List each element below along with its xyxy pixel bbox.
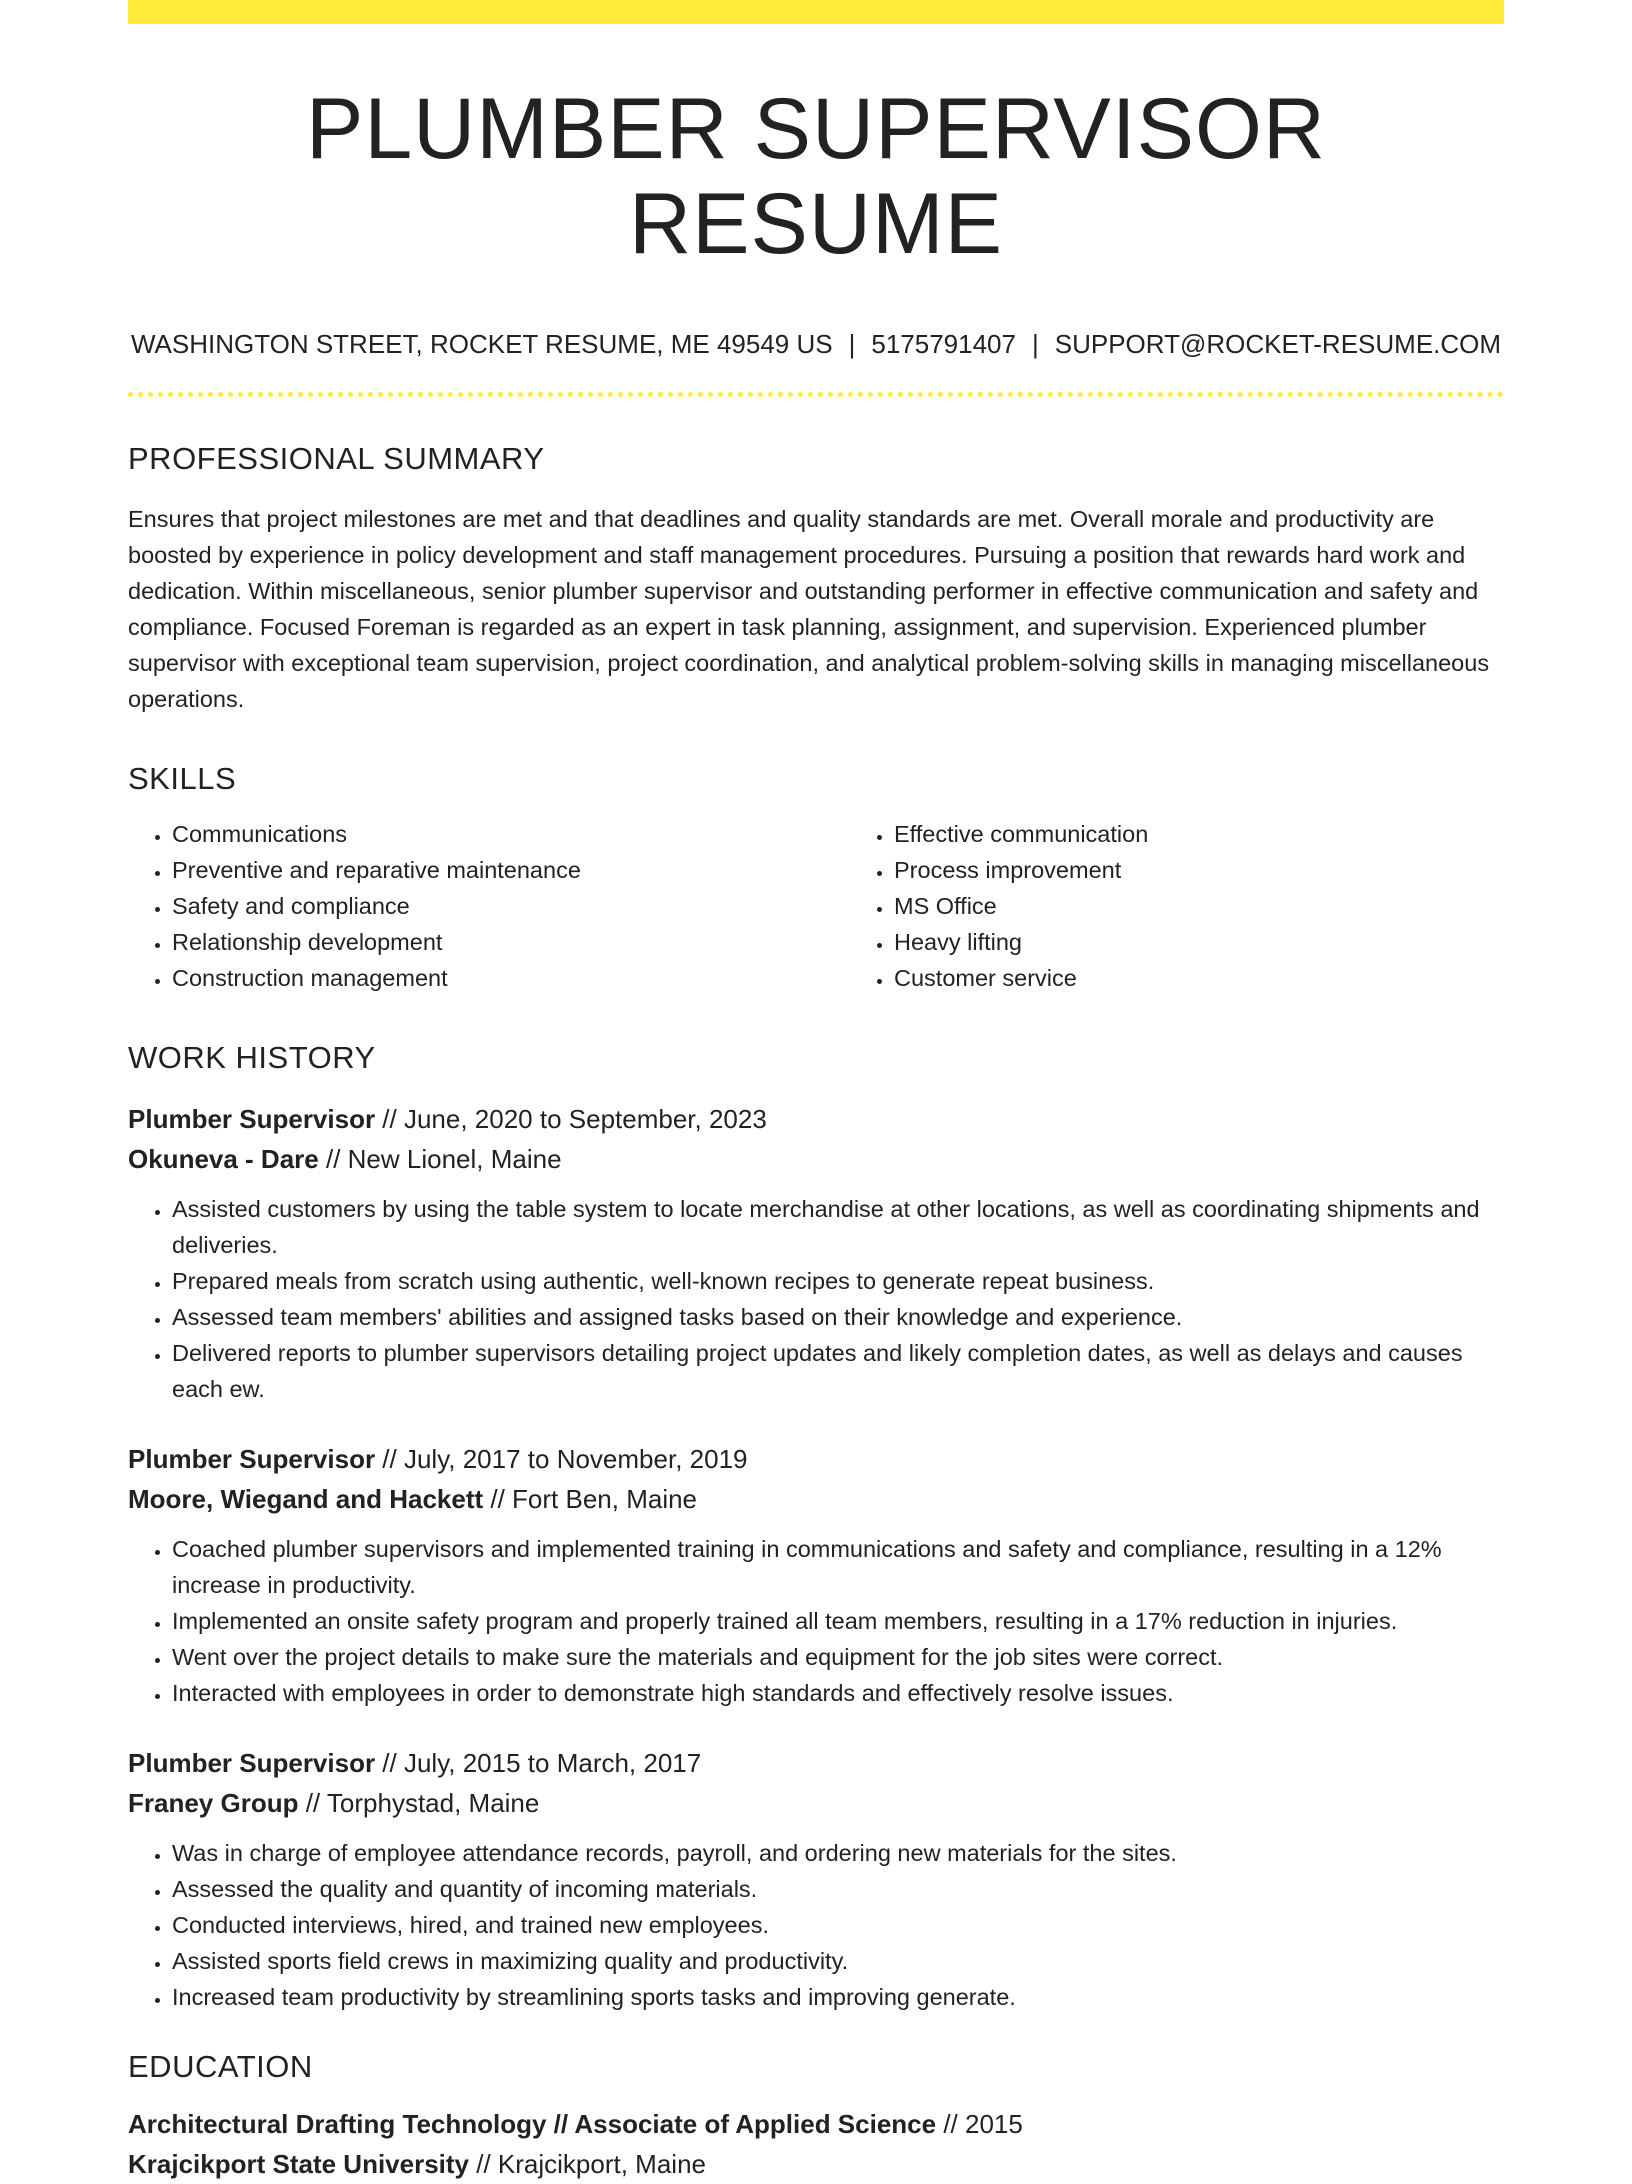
job-bullet: • Went over the project details to make sure the materials and equipment for the job sites were correct.	[172, 1639, 1504, 1675]
job-bullet: • Implemented an onsite safety program and properly trained all team members, resulting in a 17% reduction in injuries.	[172, 1603, 1504, 1639]
job-bullet: • Assisted sports field crews in maximizing quality and productivity.	[172, 1943, 1504, 1979]
job-bullet: • Assisted customers by using the table system to locate merchandise at other locations, as well as coordinating shipments and deliveries.	[172, 1191, 1504, 1263]
contact-separator: |	[848, 329, 856, 360]
job-location: // Torphystad, Maine	[298, 1788, 540, 1819]
job-entry	[128, 1439, 1504, 1711]
skill-item: • Process improvement	[894, 852, 1494, 888]
job-company-line	[128, 1479, 1504, 1519]
job-company-line	[128, 1139, 1504, 1179]
job-company: Franey Group	[128, 1788, 299, 1819]
skill-item: • MS Office	[894, 888, 1494, 924]
job-company-line	[128, 1783, 1504, 1823]
summary-text: Ensures that project milestones are met and that deadlines and quality standards are met. Overall morale and productivity are boosted by experience in policy development and staff management procedures. Pursuing a position that rewards hard work and dedication. Within miscellaneous, senior plumber supervisor and outstanding performer in effective communication and safety and compliance. Focused Foreman is regarded as an expert in task planning, assignment, and supervision. Experienced plumber supervisor with exceptional team supervision, project coordination, and analytical problem-solving skills in managing miscellaneous operations.	[128, 506, 1490, 713]
job-dates: // June, 2020 to September, 2023	[375, 1104, 767, 1135]
job-company: Okuneva - Dare	[128, 1144, 319, 1175]
skills-list	[128, 816, 1504, 996]
skill-item: • Safety and compliance	[172, 888, 850, 924]
job-role: Plumber Supervisor	[128, 1104, 376, 1135]
job-bullet: • Assessed team members' abilities and assigned tasks based on their knowledge and experience.	[172, 1299, 1504, 1335]
job-role: Plumber Supervisor	[128, 1748, 376, 1779]
job-location: // Fort Ben, Maine	[483, 1484, 698, 1515]
contact-phone: 5175791407	[871, 329, 1016, 360]
resume-title: PLUMBER SUPERVISOR RESUME	[305, 81, 1327, 272]
education-heading: EDUCATION	[128, 2049, 313, 2085]
job-bullet: • Coached plumber supervisors and implemented training in communications and safety and compliance, resulting in a 12% increase in productivity.	[172, 1531, 1504, 1603]
job-location: // New Lionel, Maine	[318, 1144, 562, 1175]
education-program-line	[128, 2104, 1504, 2144]
job-bullet: • Conducted interviews, hired, and trained new employees.	[172, 1907, 1504, 1943]
work-history-heading: WORK HISTORY	[128, 1040, 376, 1076]
summary-heading: PROFESSIONAL SUMMARY	[128, 441, 545, 477]
job-entry	[128, 1743, 1504, 2015]
job-dates: // July, 2017 to November, 2019	[375, 1444, 748, 1475]
skill-item: • Construction management	[172, 960, 850, 996]
job-entry	[128, 1099, 1504, 1407]
contact-address: WASHINGTON STREET, ROCKET RESUME, ME 49549 US	[130, 329, 833, 360]
education-year: // 2015	[936, 2109, 1023, 2140]
skill-item: • Communications	[172, 816, 850, 852]
education-school: Krajcikport State University	[128, 2149, 470, 2180]
skills-column-left	[128, 816, 850, 996]
skill-item: • Customer service	[894, 960, 1494, 996]
job-bullets	[128, 1191, 1504, 1407]
job-role: Plumber Supervisor	[128, 1444, 376, 1475]
education-entry	[128, 2104, 1504, 2184]
skill-item: • Relationship development	[172, 924, 850, 960]
education-school-line	[128, 2144, 1504, 2184]
job-role-line	[128, 1743, 1504, 1783]
job-role-line	[128, 1099, 1504, 1139]
job-bullets	[128, 1531, 1504, 1711]
job-role-line	[128, 1439, 1504, 1479]
contact-separator: |	[1031, 329, 1039, 360]
job-bullets	[128, 1835, 1504, 2015]
job-bullet: • Interacted with employees in order to demonstrate high standards and effectively resolve issues.	[172, 1675, 1504, 1711]
job-company: Moore, Wiegand and Hackett	[128, 1484, 484, 1515]
resume-page	[128, 0, 1504, 2184]
contact-line	[128, 329, 1504, 360]
skill-item: • Effective communication	[894, 816, 1494, 852]
job-bullet: • Delivered reports to plumber supervisors detailing project updates and likely completion dates, as well as delays and causes each ew.	[172, 1335, 1504, 1407]
job-bullet: • Assessed the quality and quantity of incoming materials.	[172, 1871, 1504, 1907]
skills-column-right	[850, 816, 1494, 996]
job-bullet: • Prepared meals from scratch using authentic, well-known recipes to generate repeat business.	[172, 1263, 1504, 1299]
skill-item: • Heavy lifting	[894, 924, 1494, 960]
job-dates: // July, 2015 to March, 2017	[375, 1748, 702, 1779]
header-divider	[128, 392, 1504, 397]
job-bullet: • Was in charge of employee attendance records, payroll, and ordering new materials for the sites.	[172, 1835, 1504, 1871]
skill-item: • Preventive and reparative maintenance	[172, 852, 850, 888]
education-location: // Krajcikport, Maine	[469, 2149, 706, 2180]
education-program: Architectural Drafting Technology // Associate of Applied Science	[128, 2109, 937, 2140]
top-accent-bar	[128, 0, 1504, 24]
skills-heading: SKILLS	[128, 761, 237, 797]
job-bullet: • Increased team productivity by streamlining sports tasks and improving generate.	[172, 1979, 1504, 2015]
contact-email: SUPPORT@ROCKET-RESUME.COM	[1054, 329, 1502, 360]
